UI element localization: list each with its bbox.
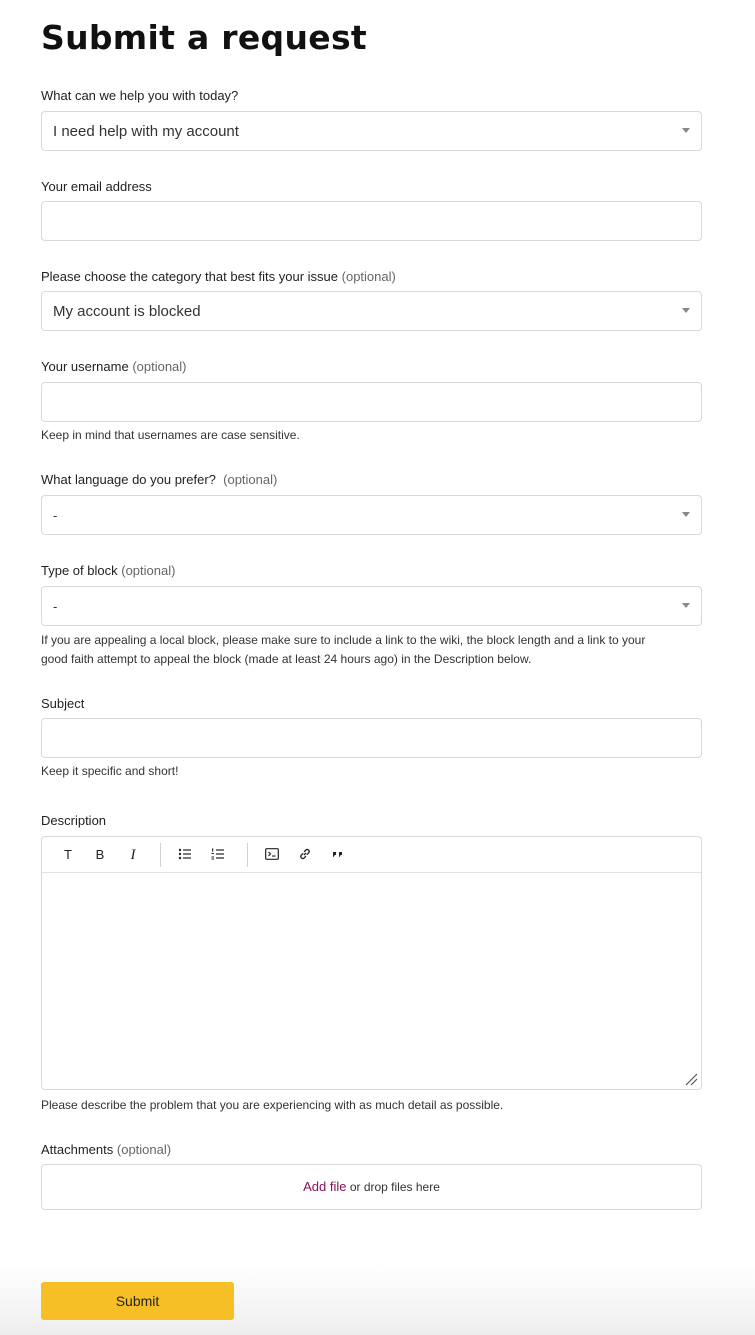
numbered-list-icon[interactable] (211, 847, 229, 863)
help-topic-label (41, 88, 238, 103)
quote-icon[interactable] (331, 847, 349, 863)
italic-icon[interactable]: I (130, 847, 136, 863)
drop-files-text: or drop files here (346, 1180, 440, 1194)
help-topic-select[interactable] (41, 111, 702, 151)
email-label-text: Your email address (41, 179, 152, 194)
block-type-select[interactable] (41, 586, 702, 626)
attachments-label (41, 1142, 171, 1157)
username-label (41, 359, 187, 374)
subject-label-text: Subject (41, 696, 85, 711)
block-type-value: - (53, 599, 58, 614)
language-optional: (optional) (223, 472, 278, 487)
block-type-hint-line1: If you are appealing a local block, please make sure to include a link to the wiki, the block length and a link to your (41, 633, 646, 647)
block-type-optional: (optional) (121, 563, 176, 578)
category-select[interactable] (41, 291, 702, 331)
email-label (41, 179, 152, 194)
username-optional: (optional) (132, 359, 187, 374)
block-type-hint (41, 631, 645, 669)
toolbar-separator (160, 843, 161, 867)
page-title: Submit a request (41, 18, 367, 57)
submit-button[interactable]: Submit (41, 1282, 234, 1320)
help-topic-label-text: What can we help you with today? (41, 88, 239, 103)
help-topic-value: I need help with my account (53, 123, 239, 140)
language-label (41, 472, 277, 487)
category-label (41, 269, 396, 284)
subject-field[interactable] (41, 718, 702, 758)
editor-toolbar (42, 837, 701, 873)
username-hint: Keep in mind that usernames are case sensitive. (41, 428, 300, 442)
description-label (41, 813, 106, 828)
link-icon[interactable] (298, 847, 316, 863)
description-editor (41, 836, 702, 1090)
username-label-text: Your username (41, 359, 129, 374)
subject-label (41, 696, 84, 711)
block-type-label (41, 563, 175, 578)
chevron-down-icon (682, 603, 690, 608)
toolbar-separator (247, 843, 248, 867)
attachments-label-text: Attachments (41, 1142, 114, 1157)
category-value: My account is blocked (53, 303, 201, 320)
language-select[interactable] (41, 495, 702, 535)
category-optional: (optional) (341, 269, 396, 284)
attachments-optional: (optional) (116, 1142, 172, 1157)
add-file-link[interactable]: Add file (303, 1179, 347, 1194)
text-format-icon[interactable]: T (64, 847, 72, 862)
code-block-icon[interactable] (265, 847, 283, 863)
chevron-down-icon (682, 308, 690, 313)
chevron-down-icon (682, 512, 690, 517)
subject-hint: Keep it specific and short! (41, 764, 179, 778)
bold-icon[interactable]: B (95, 847, 105, 862)
description-label-text: Description (41, 813, 107, 828)
description-hint: Please describe the problem that you are experiencing with as much detail as possible. (41, 1098, 504, 1112)
attachments-dropzone[interactable] (41, 1164, 702, 1210)
language-value: - (53, 508, 58, 523)
username-field[interactable] (41, 382, 702, 422)
resize-handle-icon[interactable] (684, 1072, 698, 1086)
category-label-text: Please choose the category that best fits your issue (41, 269, 339, 284)
language-label-text: What language do you prefer? (41, 472, 216, 487)
bulleted-list-icon[interactable] (178, 847, 196, 863)
block-type-hint-line2: good faith attempt to appeal the block (made at least 24 hours ago) in the Description below. (41, 652, 532, 666)
chevron-down-icon (682, 128, 690, 133)
block-type-label-text: Type of block (41, 563, 118, 578)
email-field[interactable] (41, 201, 702, 241)
